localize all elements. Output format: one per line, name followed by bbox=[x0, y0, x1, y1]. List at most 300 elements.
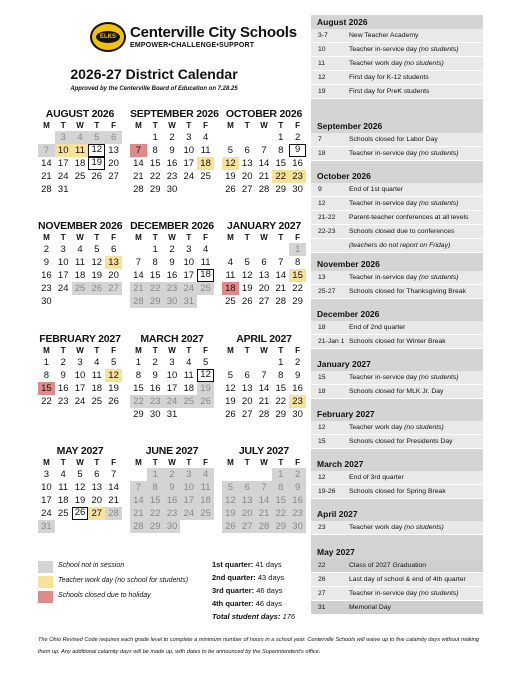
event-text: End of 1st quarter bbox=[349, 186, 404, 193]
day-cell: 4 bbox=[186, 357, 192, 368]
district-tagline: EMPOWER•CHALLENGE•SUPPORT bbox=[130, 42, 255, 49]
day-cell: 13 bbox=[258, 270, 270, 281]
day-cell: 28 bbox=[258, 184, 270, 195]
day-cell: 8 bbox=[294, 257, 301, 268]
day-cell: 23 bbox=[164, 507, 181, 520]
weekday-header: F bbox=[203, 233, 209, 242]
day-cell: 14 bbox=[41, 158, 52, 169]
event-section bbox=[311, 457, 483, 499]
day-cell: 20 bbox=[241, 396, 253, 407]
month-name: APRIL 2027 bbox=[236, 333, 292, 345]
event-text: Teacher work day (no students) bbox=[349, 424, 444, 431]
month-name: MAY 2027 bbox=[56, 445, 104, 457]
weekday-header: M bbox=[135, 458, 142, 467]
event-row bbox=[311, 211, 483, 225]
event-date: 22 bbox=[318, 562, 326, 569]
day-cell: 26 bbox=[225, 184, 236, 195]
month-name: AUGUST 2026 bbox=[45, 108, 115, 120]
day-cell: 4 bbox=[202, 132, 209, 143]
event-row bbox=[311, 573, 483, 587]
day-cell: 14 bbox=[108, 482, 119, 493]
day-cell: 29 bbox=[272, 520, 289, 533]
event-date: 21-22 bbox=[318, 214, 336, 221]
event-date: 12 bbox=[318, 424, 326, 431]
event-row bbox=[311, 321, 483, 335]
day-cell: 9 bbox=[294, 370, 301, 381]
empty-day-cell bbox=[222, 468, 239, 481]
day-cell: 23 bbox=[164, 282, 181, 295]
event-text: Teacher in-service day (no students) bbox=[349, 374, 459, 381]
quarter-summary bbox=[212, 560, 295, 625]
quarter-row: 3rd quarter: 46 days bbox=[212, 586, 283, 595]
day-cell: 11 bbox=[91, 370, 102, 381]
day-cell: 29 bbox=[275, 409, 287, 420]
day-cell: 11 bbox=[183, 370, 194, 381]
day-cell: 12 bbox=[222, 494, 239, 507]
day-cell: 13 bbox=[108, 145, 119, 156]
month-calendar bbox=[38, 445, 122, 533]
event-note: (no students) bbox=[404, 424, 444, 431]
day-cell: 5 bbox=[227, 370, 234, 381]
month-name: JUNE 2027 bbox=[145, 445, 199, 457]
event-row bbox=[311, 421, 483, 435]
day-cell: 27 bbox=[258, 296, 270, 307]
event-text: Schools closed due to conferences bbox=[349, 228, 455, 235]
day-cell: 23 bbox=[147, 395, 164, 408]
day-cell: 24 bbox=[180, 282, 197, 295]
day-cell: 8 bbox=[278, 370, 284, 381]
day-cell: 19 bbox=[74, 495, 86, 506]
day-cell: 15 bbox=[289, 269, 306, 282]
weekday-header: F bbox=[203, 346, 209, 355]
day-cell: 11 bbox=[200, 257, 211, 268]
empty-day-cell bbox=[239, 131, 256, 144]
event-row bbox=[311, 239, 483, 253]
day-cell: 14 bbox=[130, 494, 147, 507]
day-cell: 30 bbox=[149, 409, 161, 420]
legend-swatch bbox=[38, 576, 53, 588]
day-cell: 1 bbox=[278, 132, 284, 143]
day-cell: 17 bbox=[183, 158, 195, 169]
event-section-heading: May 2027 bbox=[317, 547, 355, 557]
day-cell: 17 bbox=[166, 383, 178, 394]
weekday-header: F bbox=[111, 121, 117, 130]
day-cell: 21 bbox=[130, 282, 147, 295]
empty-day-cell bbox=[239, 356, 256, 369]
day-cell: 27 bbox=[241, 184, 253, 195]
district-logo bbox=[90, 22, 297, 58]
day-cell: 18 bbox=[57, 495, 69, 506]
day-cell: 10 bbox=[166, 370, 178, 381]
quarter-row: 1st quarter: 41 days bbox=[212, 560, 282, 569]
event-date: 15 bbox=[318, 374, 326, 381]
weekday-header: T bbox=[60, 458, 66, 467]
day-cell: 3 bbox=[180, 468, 197, 481]
day-cell: 16 bbox=[292, 158, 303, 169]
page-title: 2026-27 District Calendar bbox=[70, 66, 238, 82]
day-cell: 8 bbox=[152, 257, 158, 268]
month-name: MARCH 2027 bbox=[140, 333, 204, 345]
event-text: Teacher in-service day (no students) bbox=[349, 46, 459, 53]
event-text: Teacher in-service day (no students) bbox=[349, 590, 459, 597]
weekday-header: T bbox=[94, 121, 100, 130]
event-section bbox=[311, 15, 483, 99]
event-note: (no students) bbox=[418, 200, 459, 207]
day-cell: 26 bbox=[197, 395, 214, 408]
weekday-header: T bbox=[60, 346, 66, 355]
weekday-header: T bbox=[278, 458, 284, 467]
day-cell: 9 bbox=[289, 481, 306, 494]
day-cell: 17 bbox=[180, 494, 197, 507]
day-cell: 15 bbox=[275, 383, 287, 394]
day-cell: 25 bbox=[197, 507, 214, 520]
day-cell: 10 bbox=[183, 257, 195, 268]
day-cell: 21 bbox=[256, 507, 273, 520]
event-section bbox=[311, 257, 483, 299]
day-cell: 5 bbox=[77, 469, 83, 480]
event-date: 22-23 bbox=[318, 228, 336, 235]
day-cell: 21 bbox=[130, 507, 147, 520]
day-cell: 2 bbox=[43, 244, 50, 255]
day-cell: 21 bbox=[133, 171, 144, 182]
day-cell: 7 bbox=[110, 469, 117, 480]
day-cell: 27 bbox=[105, 282, 122, 295]
day-cell: 19 bbox=[108, 383, 119, 394]
day-cell: 22 bbox=[275, 396, 287, 407]
quarter-row: Total student days: 176 bbox=[212, 612, 296, 621]
day-cell: 30 bbox=[292, 184, 303, 195]
day-cell: 30 bbox=[41, 296, 52, 307]
day-cell: 4 bbox=[197, 468, 214, 481]
day-cell: 24 bbox=[74, 396, 86, 407]
day-cell: 14 bbox=[258, 158, 270, 169]
event-section-heading: April 2027 bbox=[317, 509, 358, 519]
weekday-header: F bbox=[295, 233, 301, 242]
weekday-header: T bbox=[186, 233, 192, 242]
day-cell: 21 bbox=[258, 171, 270, 182]
event-date: 27 bbox=[318, 590, 326, 597]
day-cell: 5 bbox=[202, 357, 209, 368]
event-text: Last day of school & end of 4th quarter bbox=[349, 576, 466, 583]
event-section bbox=[311, 119, 483, 161]
day-cell: 23 bbox=[57, 396, 69, 407]
day-cell: 10 bbox=[74, 370, 86, 381]
weekday-header: W bbox=[260, 458, 268, 467]
weekday-header: M bbox=[135, 121, 142, 130]
event-date: 25-27 bbox=[318, 288, 336, 295]
day-cell: 1 bbox=[43, 357, 50, 368]
weekday-header: M bbox=[43, 346, 50, 355]
weekday-header: M bbox=[43, 458, 50, 467]
month-calendar bbox=[130, 333, 214, 421]
month-name: FEBRUARY 2027 bbox=[39, 333, 121, 345]
event-note: (no students) bbox=[418, 590, 459, 597]
event-section-heading: September 2026 bbox=[317, 121, 383, 131]
weekday-header: M bbox=[135, 233, 142, 242]
day-cell: 24 bbox=[57, 171, 69, 182]
event-date: 18 bbox=[318, 150, 326, 157]
day-cell: 25 bbox=[74, 171, 86, 182]
day-cell: 2 bbox=[294, 357, 301, 368]
empty-day-cell bbox=[272, 243, 289, 256]
day-cell: 21 bbox=[41, 171, 52, 182]
day-cell: 7 bbox=[130, 481, 147, 494]
day-cell: 7 bbox=[261, 145, 267, 156]
event-section bbox=[311, 307, 483, 349]
day-cell: 24 bbox=[57, 283, 69, 294]
day-cell: 15 bbox=[272, 494, 289, 507]
day-cell: 19 bbox=[225, 171, 236, 182]
weekday-header: T bbox=[278, 233, 284, 242]
day-cell: 19 bbox=[241, 283, 253, 294]
event-text: New Teacher Academy bbox=[349, 32, 419, 39]
day-cell: 22 bbox=[41, 396, 52, 407]
day-cell: 5 bbox=[222, 481, 239, 494]
day-cell: 23 bbox=[41, 283, 52, 294]
event-note: (no students) bbox=[418, 46, 459, 53]
day-cell: 15 bbox=[147, 494, 164, 507]
event-text: End of 3rd quarter bbox=[349, 474, 404, 481]
day-cell: 9 bbox=[60, 370, 66, 381]
day-cell: 29 bbox=[147, 520, 164, 533]
day-cell: 16 bbox=[292, 383, 303, 394]
day-cell: 27 bbox=[108, 171, 119, 182]
day-cell: 27 bbox=[239, 520, 256, 533]
event-row bbox=[311, 559, 483, 573]
month-calendar bbox=[130, 220, 214, 308]
day-cell: 17 bbox=[41, 495, 52, 506]
day-cell: 30 bbox=[164, 295, 181, 308]
day-cell: 23 bbox=[166, 171, 178, 182]
month-name: DECEMBER 2026 bbox=[130, 220, 214, 232]
day-cell: 25 bbox=[180, 395, 197, 408]
month-name: NOVEMBER 2026 bbox=[38, 220, 123, 232]
event-row bbox=[311, 43, 483, 57]
day-cell: 6 bbox=[110, 244, 117, 255]
weekday-header: T bbox=[186, 121, 192, 130]
day-cell: 25 bbox=[225, 296, 236, 307]
empty-day-cell bbox=[256, 243, 273, 256]
event-row bbox=[311, 385, 483, 399]
weekday-header: M bbox=[227, 121, 234, 130]
event-row bbox=[311, 85, 483, 99]
event-date: 23 bbox=[318, 524, 326, 531]
day-cell: 16 bbox=[164, 494, 181, 507]
weekday-header: W bbox=[76, 121, 84, 130]
event-text: Memorial Day bbox=[349, 604, 391, 611]
day-cell: 19 bbox=[222, 507, 239, 520]
day-cell: 13 bbox=[239, 494, 256, 507]
day-cell: 13 bbox=[105, 256, 122, 269]
event-text: Teacher work day (no students) bbox=[349, 60, 444, 67]
day-cell: 3 bbox=[77, 357, 83, 368]
day-cell: 14 bbox=[133, 270, 144, 281]
weekday-header: F bbox=[111, 233, 117, 242]
weekday-header: M bbox=[227, 346, 234, 355]
event-row bbox=[311, 71, 483, 85]
district-name: Centerville City Schools bbox=[130, 24, 297, 41]
event-row bbox=[311, 485, 483, 499]
day-cell: 18 bbox=[183, 383, 195, 394]
day-cell: 24 bbox=[180, 507, 197, 520]
weekday-header: M bbox=[227, 233, 234, 242]
event-date: 10 bbox=[318, 46, 326, 53]
day-cell: 3 bbox=[186, 132, 192, 143]
day-cell: 26 bbox=[225, 409, 236, 420]
event-row bbox=[311, 57, 483, 71]
weekday-header: T bbox=[278, 346, 284, 355]
day-cell: 28 bbox=[256, 520, 273, 533]
day-cell: 1 bbox=[152, 132, 158, 143]
day-cell: 2 bbox=[289, 468, 306, 481]
day-cell: 11 bbox=[197, 481, 214, 494]
day-cell: 1 bbox=[278, 357, 284, 368]
day-cell: 22 bbox=[149, 171, 161, 182]
day-cell: 8 bbox=[152, 145, 158, 156]
day-cell: 22 bbox=[147, 507, 164, 520]
event-date: 12 bbox=[318, 474, 326, 481]
day-cell: 16 bbox=[166, 270, 178, 281]
weekday-header: F bbox=[295, 121, 301, 130]
day-cell: 13 bbox=[241, 383, 253, 394]
weekday-header: M bbox=[43, 121, 50, 130]
day-cell: 22 bbox=[292, 283, 303, 294]
approval-note: Approved by the Centerville Board of Education on 7.28.25 bbox=[70, 86, 238, 92]
day-cell: 28 bbox=[41, 184, 52, 195]
day-cell: 20 bbox=[239, 507, 256, 520]
day-cell: 30 bbox=[289, 520, 306, 533]
day-cell: 23 bbox=[289, 170, 306, 183]
event-text: End of 2nd quarter bbox=[349, 324, 406, 331]
event-text: Schools closed for Presidents Day bbox=[349, 438, 453, 445]
event-date: 18 bbox=[318, 324, 326, 331]
day-cell: 26 bbox=[88, 282, 105, 295]
weekday-header: W bbox=[260, 346, 268, 355]
empty-day-cell bbox=[222, 243, 239, 256]
day-cell: 29 bbox=[147, 295, 164, 308]
day-cell: 18 bbox=[74, 270, 86, 281]
day-cell: 21 bbox=[275, 283, 287, 294]
day-cell: 26 bbox=[91, 171, 103, 182]
day-cell: 26 bbox=[72, 507, 89, 520]
day-cell: 15 bbox=[275, 158, 287, 169]
empty-day-cell bbox=[130, 468, 147, 481]
month-name: JULY 2027 bbox=[238, 445, 290, 457]
day-cell: 25 bbox=[57, 508, 69, 519]
day-cell: 8 bbox=[43, 370, 50, 381]
day-cell: 12 bbox=[225, 383, 236, 394]
event-date: 7 bbox=[318, 136, 322, 143]
day-cell: 11 bbox=[200, 145, 211, 156]
day-cell: 1 bbox=[289, 243, 306, 256]
day-cell: 10 bbox=[183, 145, 195, 156]
day-cell: 28 bbox=[258, 409, 270, 420]
day-cell: 31 bbox=[38, 520, 55, 533]
event-section bbox=[311, 357, 483, 399]
month-name: JANUARY 2027 bbox=[226, 220, 302, 232]
month-calendar bbox=[222, 220, 306, 308]
weekday-header: W bbox=[76, 233, 84, 242]
weekday-header: T bbox=[244, 233, 250, 242]
day-cell: 15 bbox=[149, 158, 161, 169]
day-cell: 6 bbox=[261, 257, 267, 268]
day-cell: 6 bbox=[244, 145, 250, 156]
day-cell: 23 bbox=[289, 507, 306, 520]
day-cell: 28 bbox=[275, 296, 287, 307]
weekday-header: T bbox=[60, 121, 66, 130]
weekday-header: F bbox=[295, 458, 301, 467]
day-cell: 20 bbox=[258, 283, 270, 294]
month-calendar bbox=[222, 445, 306, 533]
event-section-heading: February 2027 bbox=[317, 409, 375, 419]
weekday-header: W bbox=[76, 458, 84, 467]
day-cell: 12 bbox=[241, 270, 253, 281]
day-cell: 18 bbox=[91, 383, 103, 394]
event-date: 19-26 bbox=[318, 488, 336, 495]
day-cell: 1 bbox=[147, 468, 164, 481]
day-cell: 24 bbox=[183, 171, 195, 182]
day-cell: 27 bbox=[88, 507, 105, 520]
day-cell: 22 bbox=[130, 395, 147, 408]
event-text: Schools closed for Spring Break bbox=[349, 488, 446, 495]
weekday-header: W bbox=[260, 233, 268, 242]
weekday-header: T bbox=[94, 346, 100, 355]
weekday-header: F bbox=[295, 346, 301, 355]
day-cell: 4 bbox=[72, 131, 89, 144]
day-cell: 14 bbox=[133, 158, 144, 169]
event-date: 19 bbox=[318, 88, 326, 95]
day-cell: 21 bbox=[108, 495, 119, 506]
weekday-header: W bbox=[76, 346, 84, 355]
month-calendar bbox=[222, 108, 306, 196]
day-cell: 22 bbox=[272, 507, 289, 520]
day-cell: 1 bbox=[152, 244, 158, 255]
event-text: First day for K-12 students bbox=[349, 74, 429, 81]
weekday-header: T bbox=[186, 346, 192, 355]
day-cell: 16 bbox=[149, 383, 161, 394]
day-cell: 4 bbox=[94, 357, 100, 368]
event-row bbox=[311, 271, 483, 285]
day-cell: 9 bbox=[289, 144, 306, 157]
day-cell: 9 bbox=[43, 257, 50, 268]
event-date: 12 bbox=[318, 200, 326, 207]
day-cell: 10 bbox=[180, 481, 197, 494]
day-cell: 8 bbox=[135, 370, 142, 381]
month-calendar bbox=[130, 108, 219, 196]
event-text: First day for PreK students bbox=[349, 88, 430, 95]
event-row bbox=[311, 587, 483, 601]
event-row bbox=[311, 183, 483, 197]
weekday-header: F bbox=[111, 346, 117, 355]
footer-note: The Ohio Revised Code requires each grade level to complete a minimum number of hours in a school year. Centerville Schools will waive up to five calamity days without making them up. Any additional calamity days will be made up, with dates to be announced by the Superintendent's office. bbox=[38, 637, 479, 655]
day-cell: 6 bbox=[244, 370, 250, 381]
day-cell: 11 bbox=[225, 270, 236, 281]
day-cell: 7 bbox=[261, 370, 267, 381]
event-section bbox=[311, 507, 483, 535]
day-cell: 31 bbox=[180, 295, 197, 308]
quarter-row: 2nd quarter: 43 days bbox=[212, 573, 285, 582]
weekday-header: T bbox=[94, 233, 100, 242]
day-cell: 26 bbox=[241, 296, 253, 307]
weekday-header: T bbox=[244, 458, 250, 467]
event-text bbox=[349, 242, 450, 249]
day-cell: 12 bbox=[197, 369, 214, 382]
day-cell: 9 bbox=[164, 481, 181, 494]
empty-day-cell bbox=[256, 131, 273, 144]
event-text: Schools closed for MLK Jr. Day bbox=[349, 388, 444, 395]
event-row bbox=[311, 147, 483, 161]
day-cell: 20 bbox=[108, 158, 119, 169]
